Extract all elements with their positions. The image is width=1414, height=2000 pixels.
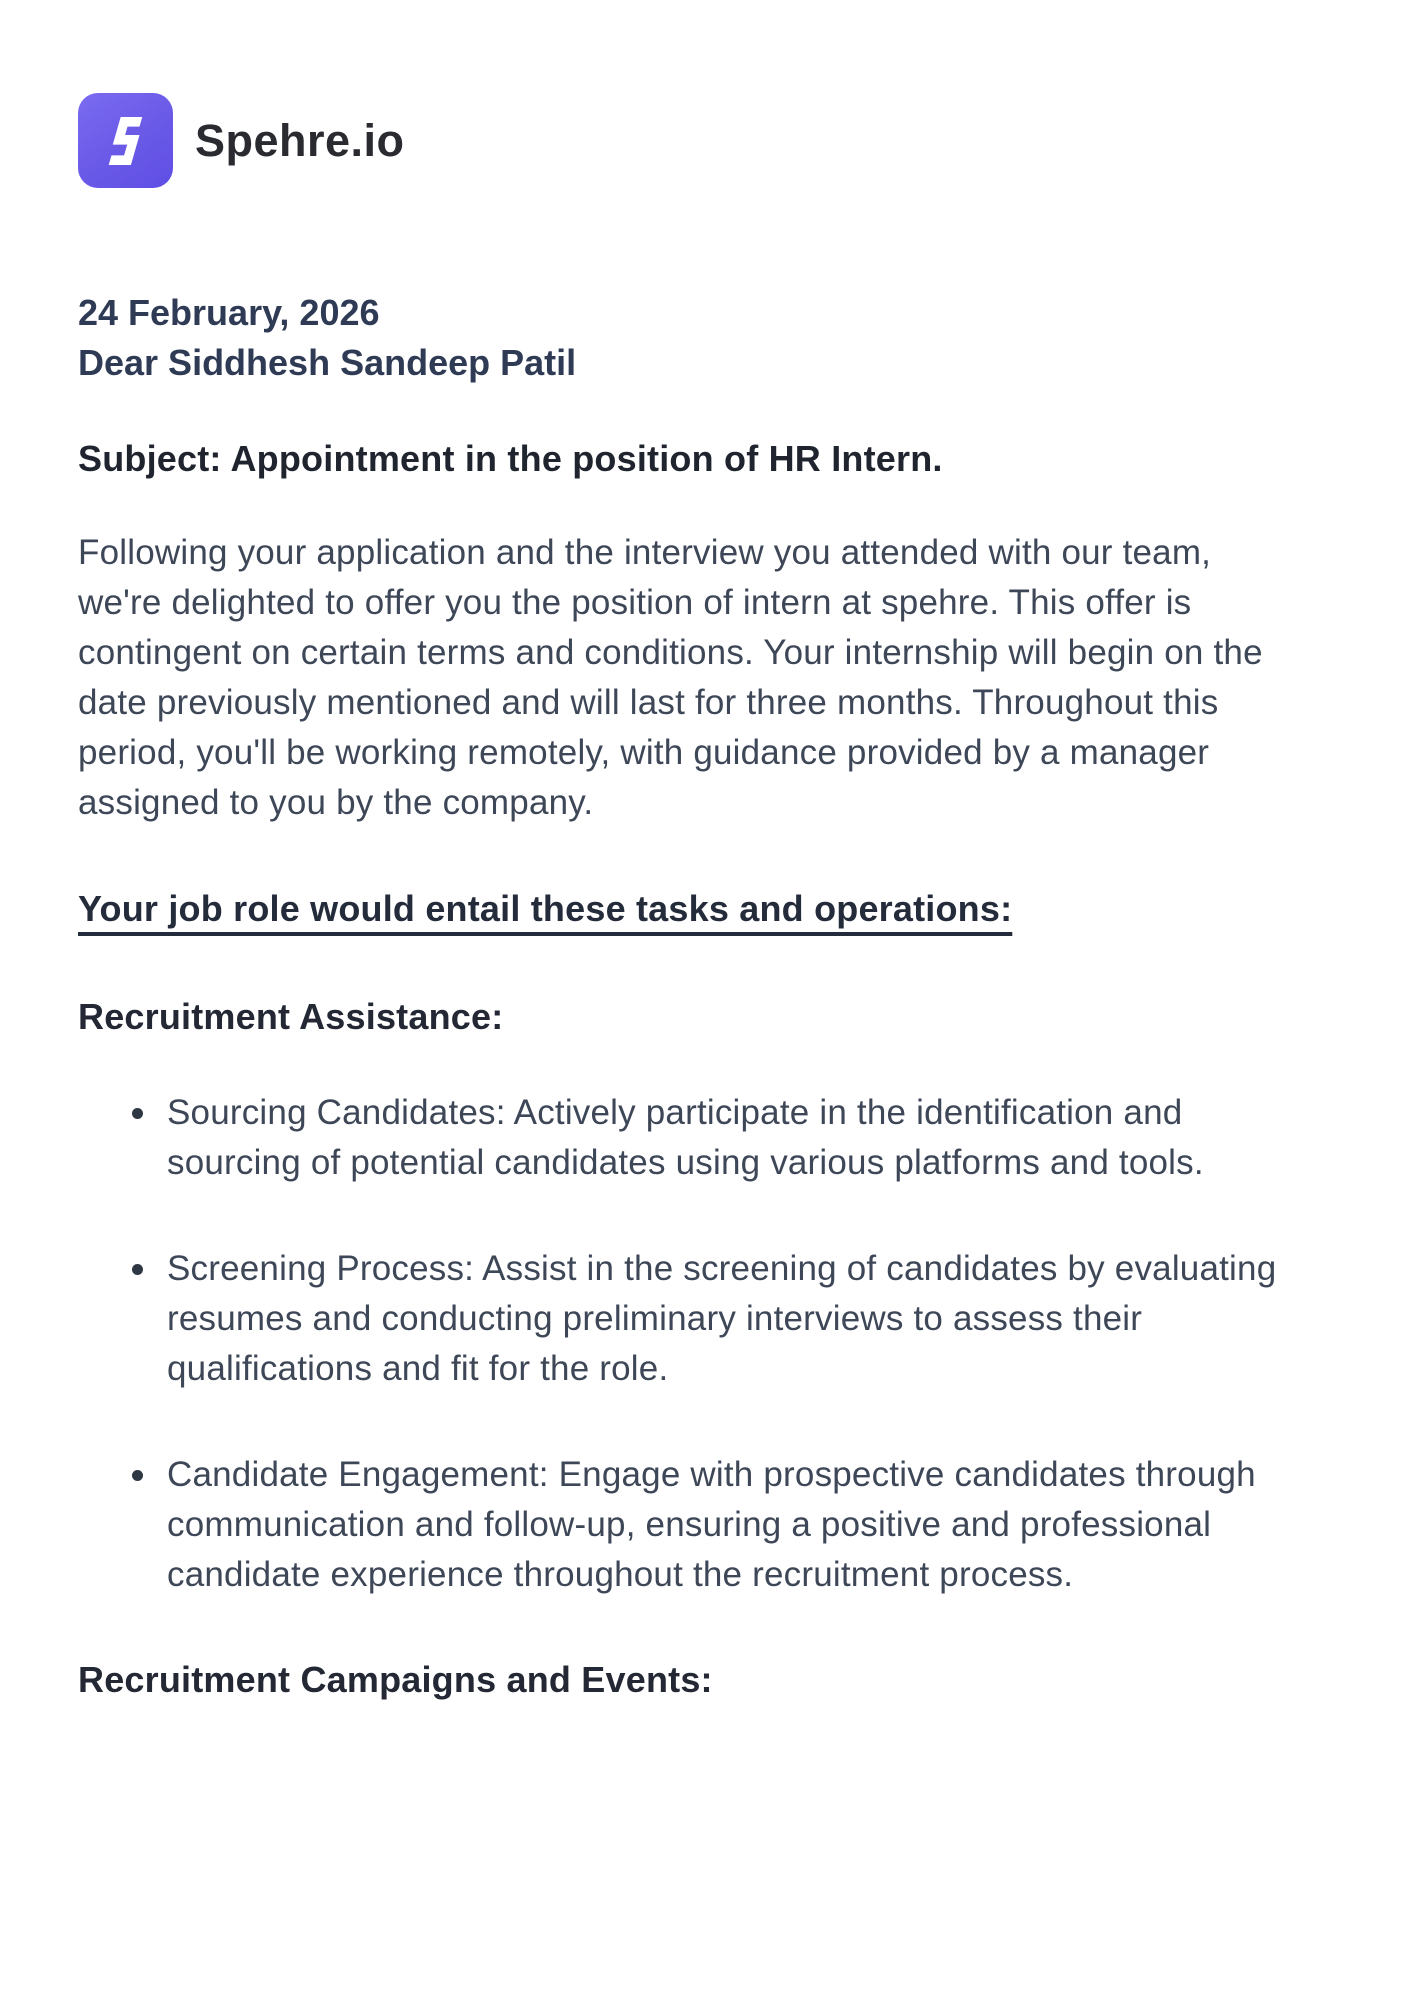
- salutation: Dear Siddhesh Sandeep Patil: [78, 342, 577, 383]
- intro-paragraph: Following your application and the interview you attended with our team, we're delighted to offer you the position of intern at spehre. This offer is contingent on certain terms and conditions. Your internship will begin on the date previously mentioned and will last for three months. Throughout this period, you'll be working remotely, with guidance provided by a manager assigned to you by the company.: [78, 533, 1263, 822]
- list-item: Sourcing Candidates: Actively participate in the identification and sourcing of potential candidates using various platforms and tools.: [78, 1088, 1323, 1188]
- tasks-heading: Your job role would entail these tasks and operations:: [78, 888, 1013, 929]
- date-and-salutation: [78, 288, 1323, 388]
- section-title-recruitment-assistance: Recruitment Assistance:: [78, 996, 504, 1037]
- brand-name: Spehre.io: [195, 114, 405, 166]
- list-item: Candidate Engagement: Engage with prospective candidates through communication and follow-up, ensuring a positive and professional candidate experience throughout the recruitment process.: [78, 1450, 1323, 1600]
- letter-date: 24 February, 2026: [78, 292, 380, 333]
- letter-body: [78, 288, 1323, 1705]
- s-bolt-icon: [96, 111, 156, 171]
- recruitment-assistance-list: [78, 1088, 1323, 1600]
- brand-header: [78, 93, 1330, 188]
- list-item: Screening Process: Assist in the screening of candidates by evaluating resumes and conducting preliminary interviews to assess their qualifications and fit for the role.: [78, 1244, 1323, 1394]
- brand-logo: [78, 93, 173, 188]
- subject-line: Subject: Appointment in the position of HR Intern.: [78, 438, 943, 479]
- section-title-recruitment-campaigns: Recruitment Campaigns and Events:: [78, 1659, 713, 1700]
